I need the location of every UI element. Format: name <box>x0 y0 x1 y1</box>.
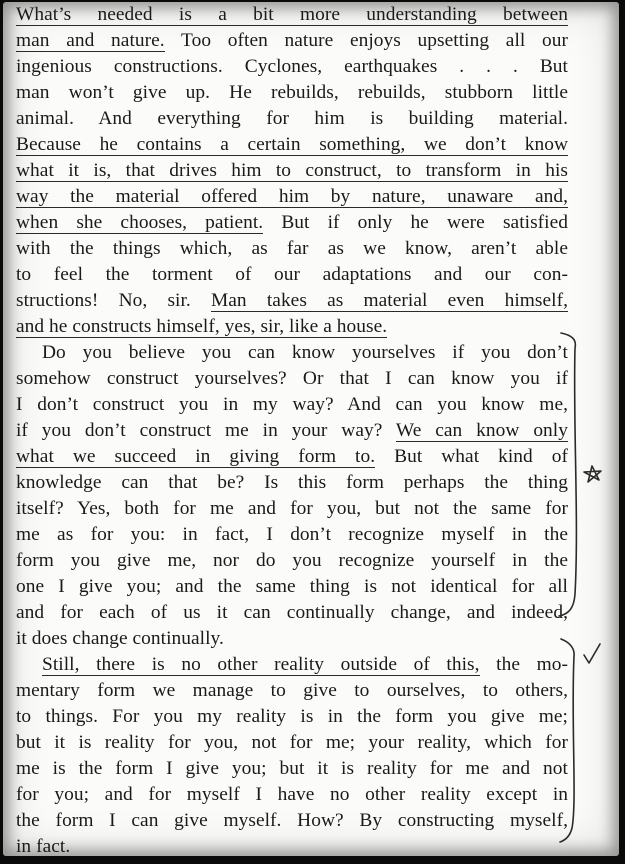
paragraph-1 <box>16 2 568 340</box>
text-line: I don’t construct you in my way? And can you know me, <box>16 394 568 415</box>
text-line: ingenious constructions. Cyclones, earthquakes . . . But <box>16 56 568 77</box>
text-line: Do you believe you can know yourselves if you don’t <box>42 342 568 363</box>
underlined-phrase: What’s needed is a bit more understanding between <box>16 4 568 25</box>
text-line <box>16 184 568 210</box>
underlined-phrase: man and nature. <box>16 30 165 51</box>
checkmark-icon <box>584 644 600 663</box>
page-text <box>16 2 568 856</box>
text-line: me is the form I give you; but it is reality for me and not <box>16 758 568 779</box>
text-line <box>16 418 568 444</box>
text-run: But if only he were satisfied <box>263 212 569 233</box>
text-line: the form I can give myself. How? By constructing myself, <box>16 810 568 831</box>
underlined-phrase: what it is, that drives him to construct, to transform in his <box>16 160 568 181</box>
underlined-phrase: what we succeed in giving form to. <box>16 446 376 467</box>
underlined-phrase: way the material offered him by nature, unaware and, <box>16 186 568 207</box>
text-line <box>16 132 568 158</box>
text-line: knowledge can that be? Is this form perhaps the thing <box>16 472 568 493</box>
text-line: to feel the torment of our adaptations and our con- <box>16 264 568 285</box>
text-line: it does change continually. <box>16 628 224 649</box>
underlined-phrase: Still, there is no other reality outside of this, <box>42 654 480 675</box>
text-line <box>16 444 568 470</box>
text-line: animal. And everything for him is building material. <box>16 108 568 129</box>
paragraph-3 <box>16 652 568 856</box>
star-icon <box>584 466 601 482</box>
text-line: somehow construct yourselves? Or that I can know you if <box>16 368 568 389</box>
underlined-phrase: when she chooses, patient. <box>16 212 264 233</box>
text-line <box>16 28 568 54</box>
text-line: me as for you: in fact, I don’t recognize myself in the <box>16 524 568 545</box>
text-line <box>16 158 568 184</box>
text-line: for you; and for myself I have no other reality except in <box>16 784 568 805</box>
text-line: and for each of us it can continually change, and indeed, <box>16 602 568 623</box>
text-line: one I give you; and the same thing is not identical for all <box>16 576 568 597</box>
underlined-phrase: and he constructs himself, yes, sir, like a house. <box>16 316 388 337</box>
text-line: in fact. <box>16 836 71 856</box>
text-run: if you don’t construct me in your way? <box>16 420 396 441</box>
text-run: structions! No, sir. <box>16 290 211 311</box>
underlined-phrase: We can know only <box>395 420 568 441</box>
text-line: man won’t give up. He rebuilds, rebuilds, stubborn little <box>16 82 568 103</box>
text-line: mentary form we manage to give to ourselves, to others, <box>16 680 568 701</box>
text-line: but it is reality for you, not for me; your reality, which for <box>16 732 568 753</box>
underlined-phrase: Because he contains a certain something, we don’t know <box>16 134 568 155</box>
text-line <box>16 652 568 678</box>
text-line <box>16 210 568 236</box>
paragraph-2 <box>16 340 568 652</box>
text-line <box>16 288 568 314</box>
text-line: to things. For you my reality is in the form you give me; <box>16 706 568 727</box>
underlined-phrase: Man takes as material even himself, <box>210 290 568 311</box>
text-line: itself? Yes, both for me and for you, but not the same for <box>16 498 568 519</box>
text-run: the mo- <box>479 654 568 675</box>
text-line: form you give me, nor do you recognize yourself in the <box>16 550 568 571</box>
text-run: Too often nature enjoys upsetting all our <box>164 30 568 51</box>
text-line: with the things which, as far as we know, aren’t able <box>16 238 568 259</box>
text-run: But what kind of <box>375 446 568 467</box>
text-line <box>16 2 568 28</box>
book-page <box>3 2 619 856</box>
text-line <box>16 314 568 340</box>
